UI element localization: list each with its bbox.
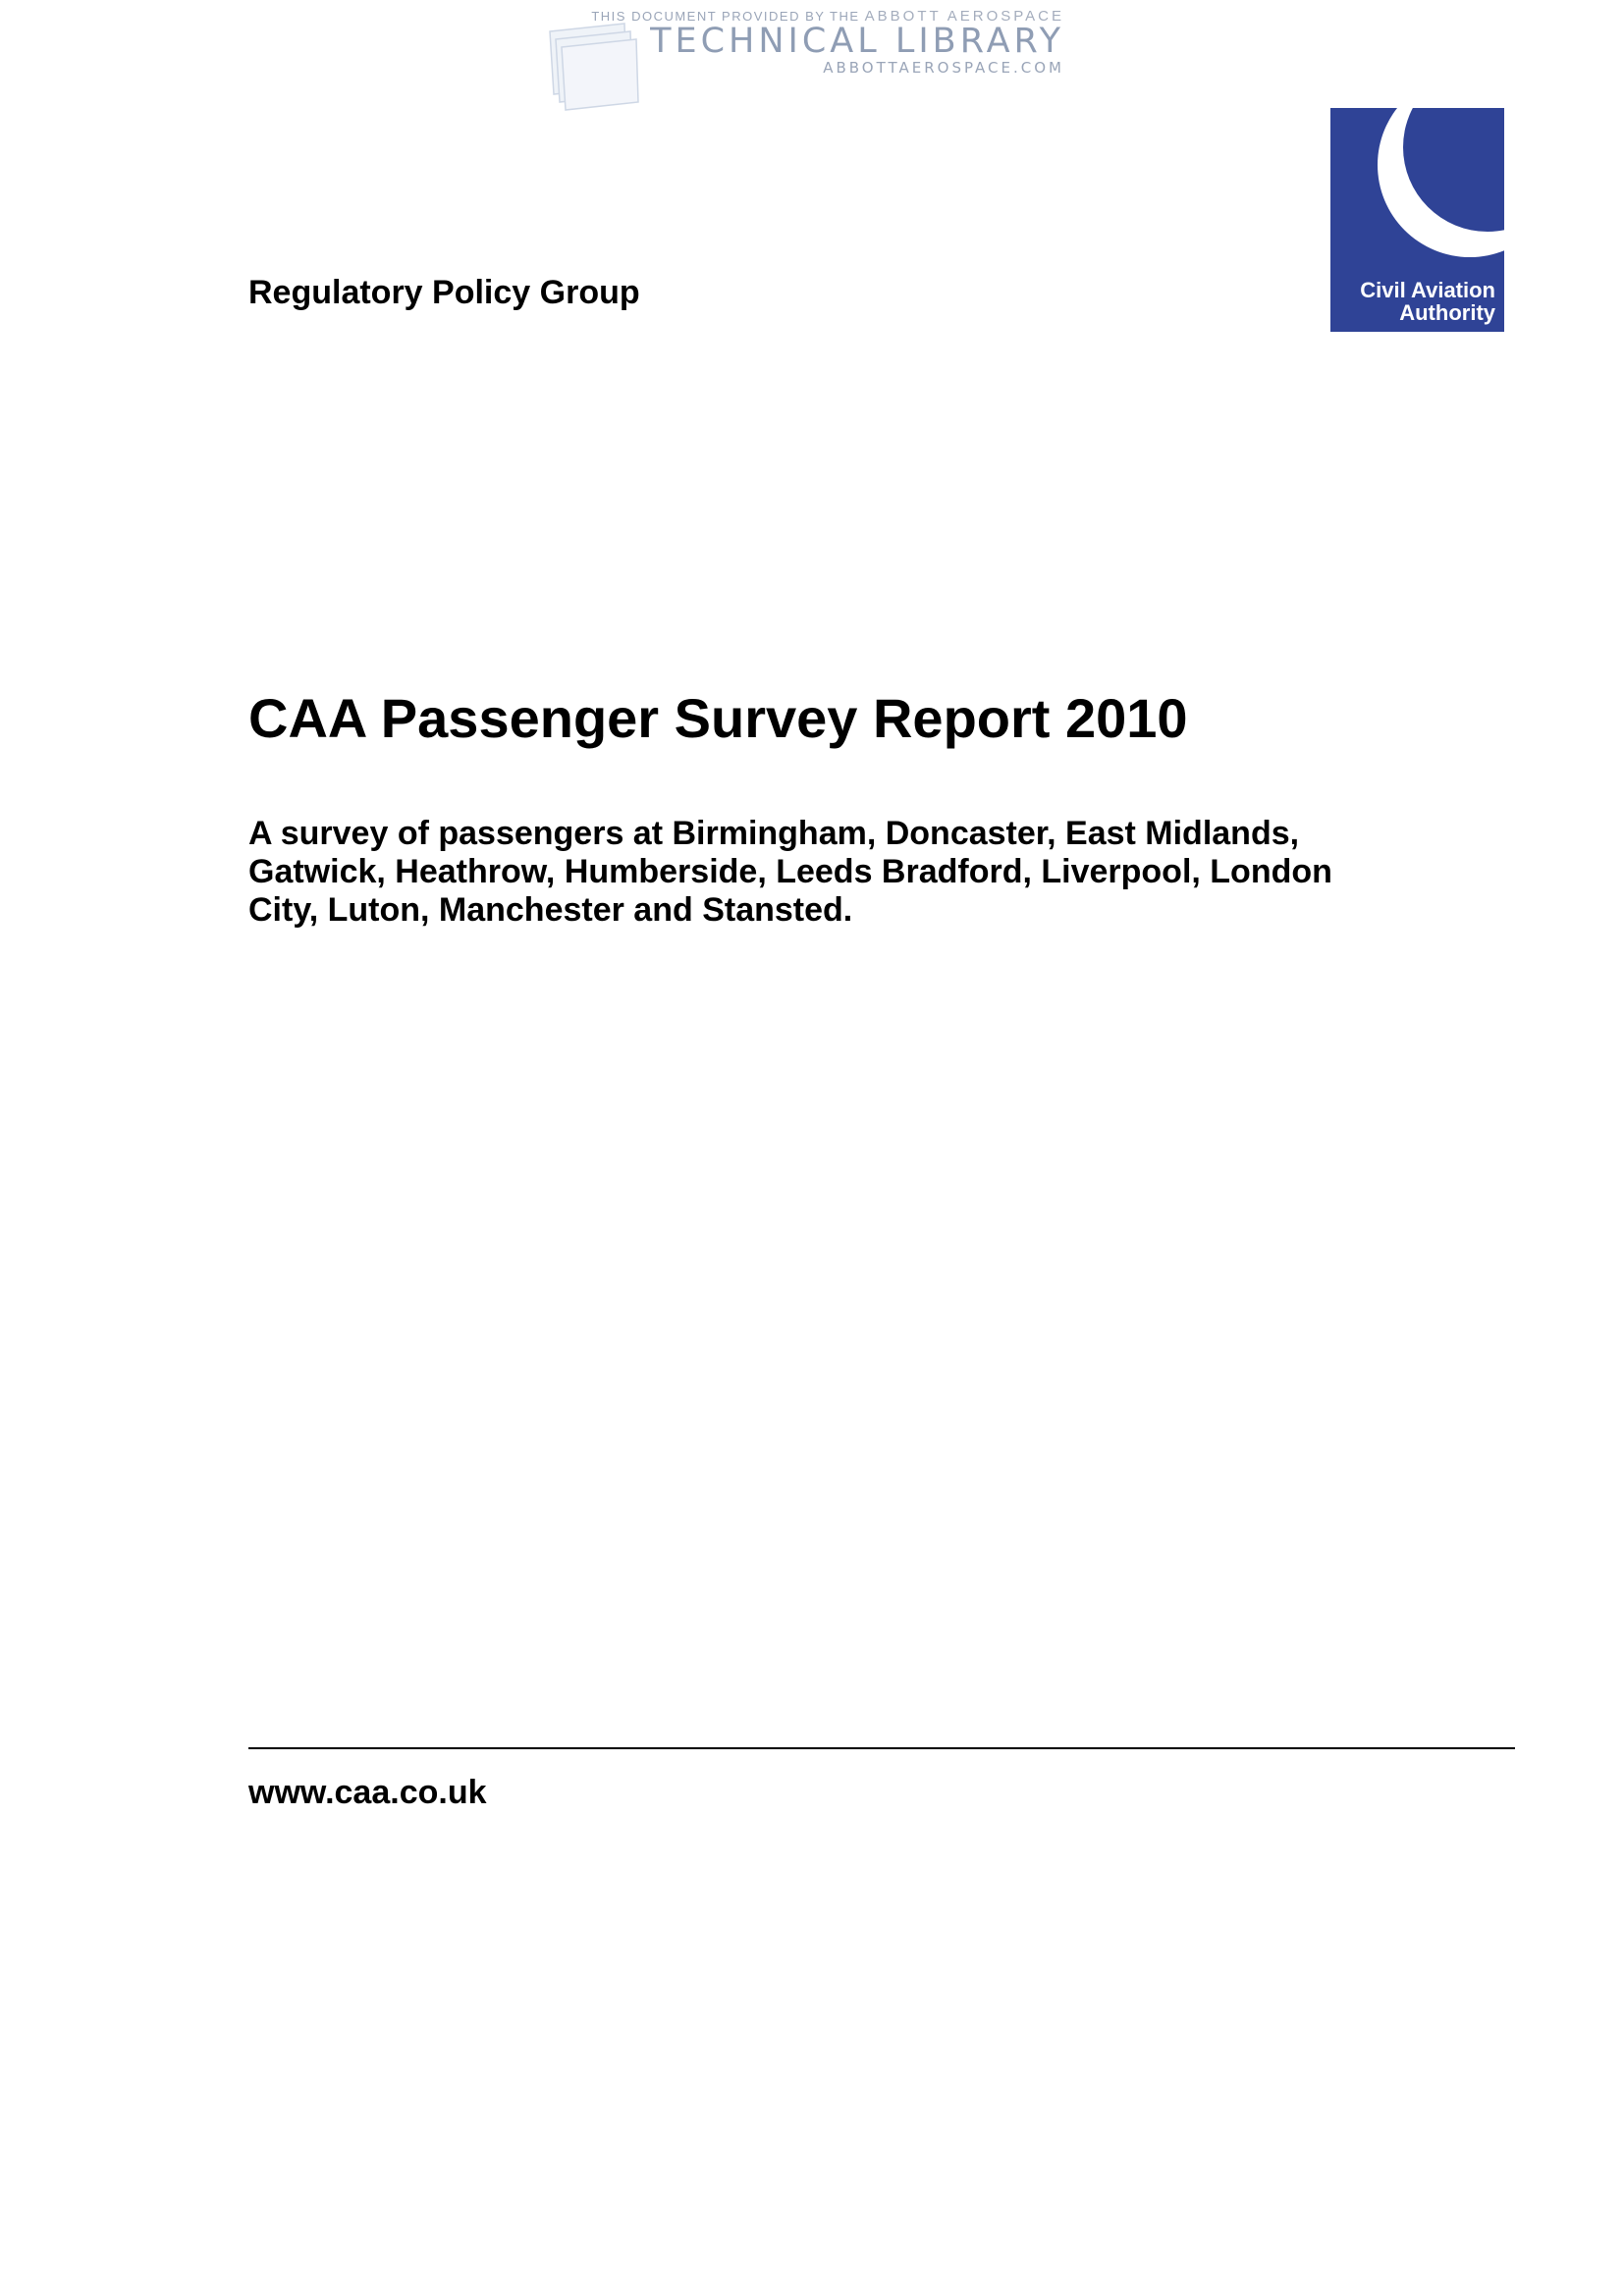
website-link[interactable]: www.caa.co.uk	[248, 1774, 487, 1811]
report-title: CAA Passenger Survey Report 2010	[248, 687, 1188, 749]
footer-divider	[248, 1747, 1515, 1749]
logo-line2: Authority	[1399, 300, 1495, 325]
caa-logo	[1330, 108, 1504, 332]
watermark-prefix: THIS DOCUMENT PROVIDED BY THE	[591, 9, 860, 24]
logo-line1: Civil Aviation	[1360, 278, 1495, 302]
watermark-site: ABBOTTAEROSPACE.COM	[823, 59, 1064, 77]
watermark-brand: ABBOTT AEROSPACE	[864, 8, 1064, 25]
watermark-header	[546, 4, 1066, 112]
watermark-library-title: TECHNICAL LIBRARY	[650, 22, 1064, 61]
report-subtitle: A survey of passengers at Birmingham, Doncaster, East Midlands, Gatwick, Heathrow, Humberside, Leeds Bradford, Liverpool, London City, Luton, Manchester and Stansted.	[248, 815, 1332, 929]
group-name: Regulatory Policy Group	[248, 274, 640, 311]
